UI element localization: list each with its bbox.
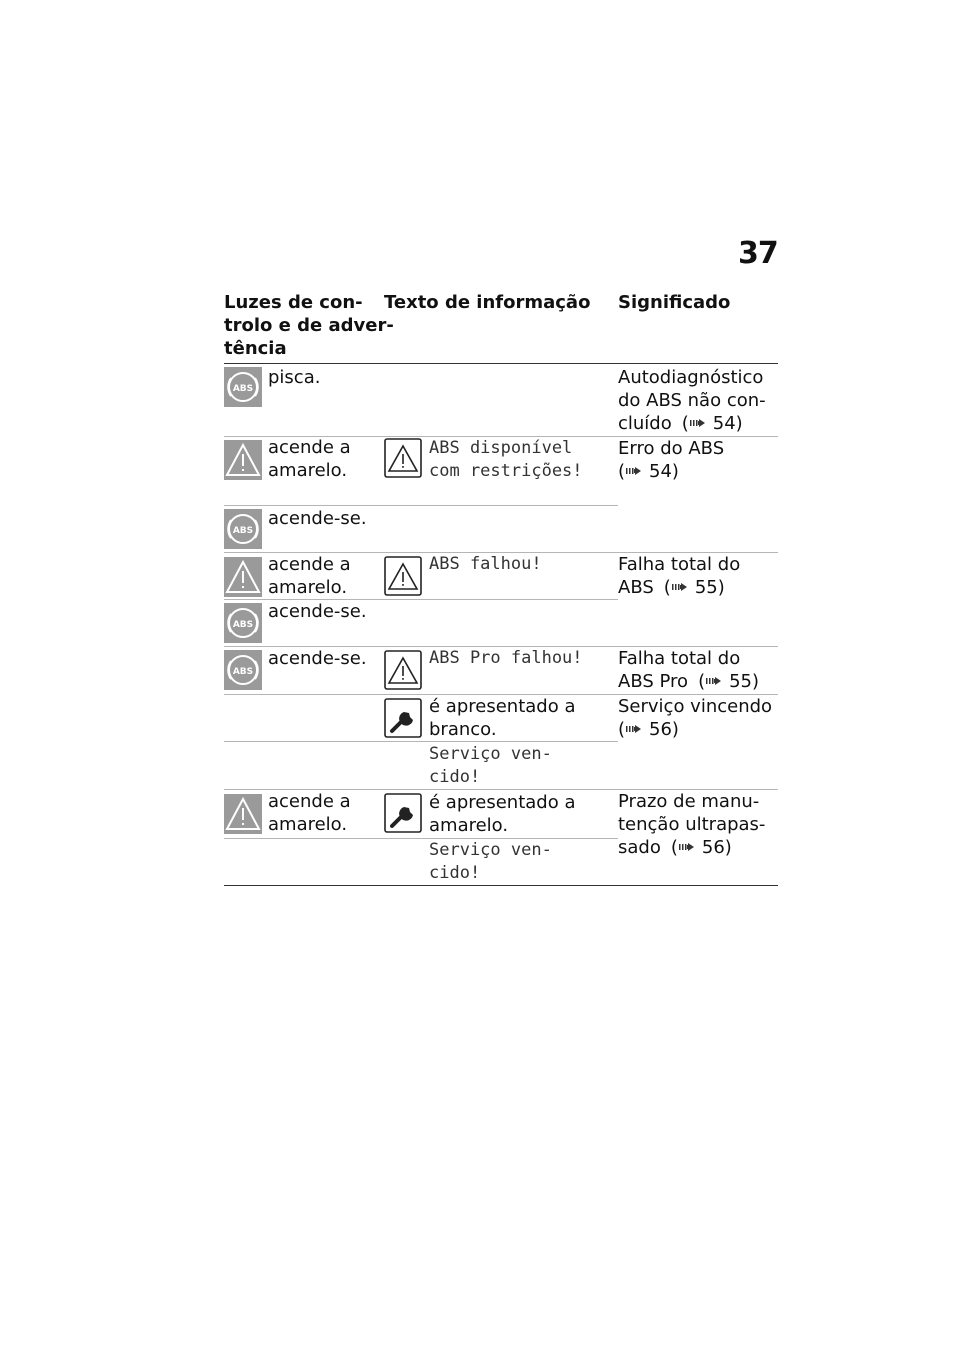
row2-light-line1: acende a [268,437,351,458]
row1-light-state: pisca. [268,367,321,388]
row6-light-state: acende-se. [268,648,367,669]
row2-meaning-line1: Erro do ABS [618,438,725,459]
svg-text:ABS: ABS [232,620,254,630]
row8-light-state [268,790,351,836]
row7-info-line2: branco. [429,719,497,740]
row-rule [224,838,618,839]
row2-meaning-line2 [618,460,724,483]
abs-warning-icon [224,650,262,690]
row8-info-message-line1: Serviço ven- [429,840,552,860]
header-col-lights-line2: trolo e de adver- [224,315,394,336]
wrench-icon [384,793,422,833]
header-col-info: Texto de informação [384,292,591,313]
row2-info-text [429,437,583,483]
warning-triangle-outline-icon [384,556,422,596]
warning-triangle-outline-icon [384,438,422,478]
general-warning-triangle-icon [224,794,262,834]
row8-page-ref[interactable]: 56) [701,837,732,858]
header-col-meaning: Significado [618,292,731,313]
wrench-icon [384,698,422,738]
header-rule [224,363,778,364]
row7-info-message [429,743,552,789]
row2-light-state [268,436,351,482]
row8-info-message [429,839,552,885]
warning-triangle-outline-icon [384,650,422,690]
row6-meaning-line2 [618,670,759,693]
row1-meaning-text: cluído [618,413,672,434]
row3-light-state: acende-se. [268,508,367,529]
svg-text:ABS: ABS [232,384,254,394]
row6-page-ref[interactable]: 55) [729,671,760,692]
row5-light-state: acende-se. [268,601,367,622]
row1-meaning [618,366,766,435]
row7-info-line1: é apresentado a [429,696,576,717]
svg-text:ABS: ABS [232,526,254,536]
row8-info-line2: amarelo. [429,815,509,836]
ref-paren: ( [618,719,626,740]
row7-meaning-line1: Serviço vincendo [618,696,773,717]
row8-light-line1: acende a [268,791,351,812]
row4-meaning [618,553,740,599]
row4-meaning-line1: Falha total do [618,554,741,575]
row4-light-line2: amarelo. [268,577,348,598]
header-col-lights-line1: Luzes de con- [224,292,363,313]
row8-meaning-line1: Prazo de manu- [618,791,760,812]
row4-meaning-text: ABS [618,577,654,598]
row2-meaning [618,437,724,483]
ref-paren: ( [663,577,671,598]
row2-info-line2: com restrições! [429,461,583,481]
abs-warning-icon [224,509,262,549]
row4-meaning-line2 [618,576,740,599]
row7-meaning [618,695,772,741]
row1-meaning-line3 [618,412,766,435]
ref-paren: ( [618,461,626,482]
row2-page-ref[interactable]: 54) [649,461,679,482]
row8-info-text [429,791,575,837]
svg-text:ABS: ABS [232,667,254,677]
row7-info-text [429,695,575,741]
row7-info-message-line1: Serviço ven- [429,744,552,764]
header-col-lights [224,291,394,360]
ref-paren: ( [698,671,706,692]
reference-arrow-icon [678,840,698,854]
ref-paren: ( [681,413,689,434]
table-bottom-rule [224,885,778,886]
header-col-lights-line3: tência [224,338,287,359]
reference-arrow-icon [671,580,691,594]
row-rule [224,505,618,506]
row6-info-text: ABS Pro falhou! [429,648,583,668]
reference-arrow-icon [689,416,709,430]
general-warning-triangle-icon [224,557,262,597]
row7-page-ref[interactable]: 56) [649,719,679,740]
row8-meaning-line2: tenção ultrapas- [618,814,766,835]
row6-meaning-line1: Falha total do [618,648,741,669]
row8-light-line2: amarelo. [268,814,348,835]
row8-info-message-line2: cido! [429,863,481,883]
row8-info-line1: é apresentado a [429,792,576,813]
general-warning-triangle-icon [224,440,262,480]
row8-meaning [618,790,765,859]
ref-paren: ( [670,837,678,858]
abs-warning-icon [224,603,262,643]
row8-meaning-text: sado [618,837,661,858]
row6-meaning [618,647,759,693]
row1-page-ref[interactable]: 54) [712,413,743,434]
row7-meaning-line2 [618,718,772,741]
row4-light-state [268,553,351,599]
reference-arrow-icon [625,722,645,736]
row1-meaning-line1: Autodiagnóstico [618,367,764,388]
row1-meaning-line2: do ABS não con- [618,390,766,411]
row4-light-line1: acende a [268,554,351,575]
reference-arrow-icon [625,464,645,478]
row8-meaning-line3 [618,836,765,859]
row2-info-line1: ABS disponível [429,438,573,458]
reference-arrow-icon [705,674,725,688]
abs-warning-icon [224,367,262,407]
row4-page-ref[interactable]: 55) [694,577,725,598]
row4-info-text: ABS falhou! [429,554,542,574]
row6-meaning-text: ABS Pro [618,671,689,692]
row-rule [224,741,618,742]
row7-info-message-line2: cido! [429,767,481,787]
row2-light-line2: amarelo. [268,460,348,481]
page-number: 37 [738,236,778,271]
